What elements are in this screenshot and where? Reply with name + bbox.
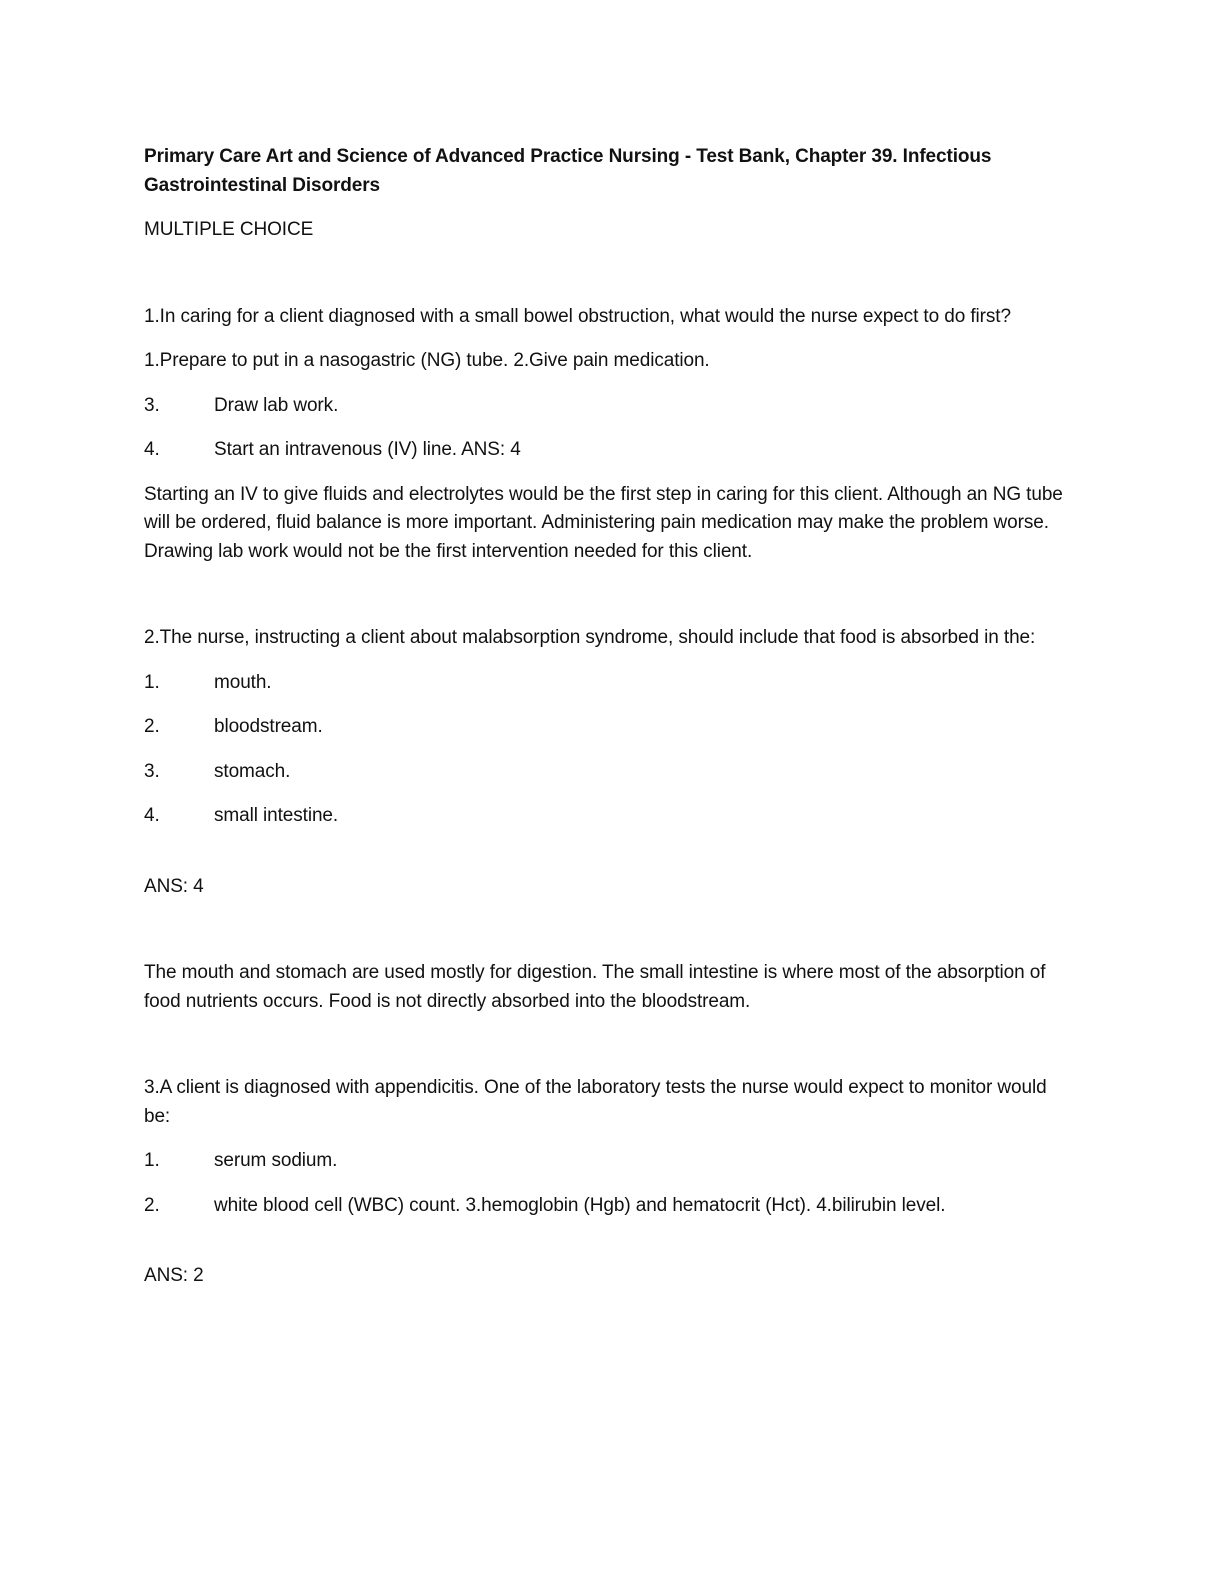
option-number: 3.	[144, 760, 160, 782]
answer-key: ANS: 2	[144, 1265, 204, 1286]
option-number: 4.	[144, 439, 160, 460]
option-text: white blood cell (WBC) count. 3.hemoglobin (Hgb) and hematocrit (Hct). 4.bilirubin level.	[214, 1194, 946, 1216]
document-title: Primary Care Art and Science of Advanced Practice Nursing - Test Bank, Chapter 39. Infectious Gastrointestinal Disorders	[144, 146, 992, 196]
question-1	[144, 303, 1074, 567]
answer-key: ANS: 4	[144, 875, 204, 897]
answer-option	[144, 1192, 1074, 1221]
answer-option	[144, 669, 1074, 698]
answer-option	[144, 713, 1074, 742]
question-3	[144, 1074, 1074, 1291]
rationale-text: Starting an IV to give fluids and electrolytes would be the first step in caring for this client. Although an NG tube will be ordered, fluid balance is more important. Administering pain medication may make the problem worse. Drawing lab work would not be the first intervention needed for this client.	[144, 483, 1063, 562]
answer-option	[144, 436, 1074, 465]
option-text: serum sodium.	[214, 1150, 338, 1171]
question-2	[144, 624, 1074, 1016]
inline-options: 1.Prepare to put in a nasogastric (NG) tube. 2.Give pain medication.	[144, 350, 710, 371]
question-stem: 1.In caring for a client diagnosed with a small bowel obstruction, what would the nurse expect to do first?	[144, 305, 1011, 327]
option-text: Start an intravenous (IV) line. ANS: 4	[214, 439, 521, 460]
answer-option	[144, 392, 1074, 421]
document-content	[144, 143, 1074, 1349]
option-text: mouth.	[214, 671, 272, 693]
option-text: bloodstream.	[214, 716, 323, 737]
option-text: stomach.	[214, 760, 291, 782]
answer-option	[144, 758, 1074, 787]
option-number: 2.	[144, 716, 160, 737]
option-number: 4.	[144, 805, 160, 826]
answer-option	[144, 1147, 1074, 1176]
answer-option	[144, 802, 1074, 831]
option-number: 2.	[144, 1194, 160, 1216]
section-heading: MULTIPLE CHOICE	[144, 219, 314, 240]
rationale-text: The mouth and stomach are used mostly for digestion. The small intestine is where most of the absorption of food nutrients occurs. Food is not directly absorbed into the bloodstream.	[144, 962, 1046, 1012]
option-number: 3.	[144, 394, 160, 416]
option-number: 1.	[144, 1150, 160, 1171]
option-text: Draw lab work.	[214, 394, 339, 416]
question-stem: 2.The nurse, instructing a client about malabsorption syndrome, should include that food is absorbed in the:	[144, 627, 1036, 648]
question-stem: 3.A client is diagnosed with appendicitis. One of the laboratory tests the nurse would expect to monitor would be:	[144, 1077, 1047, 1127]
option-text: small intestine.	[214, 805, 339, 826]
option-number: 1.	[144, 671, 160, 693]
